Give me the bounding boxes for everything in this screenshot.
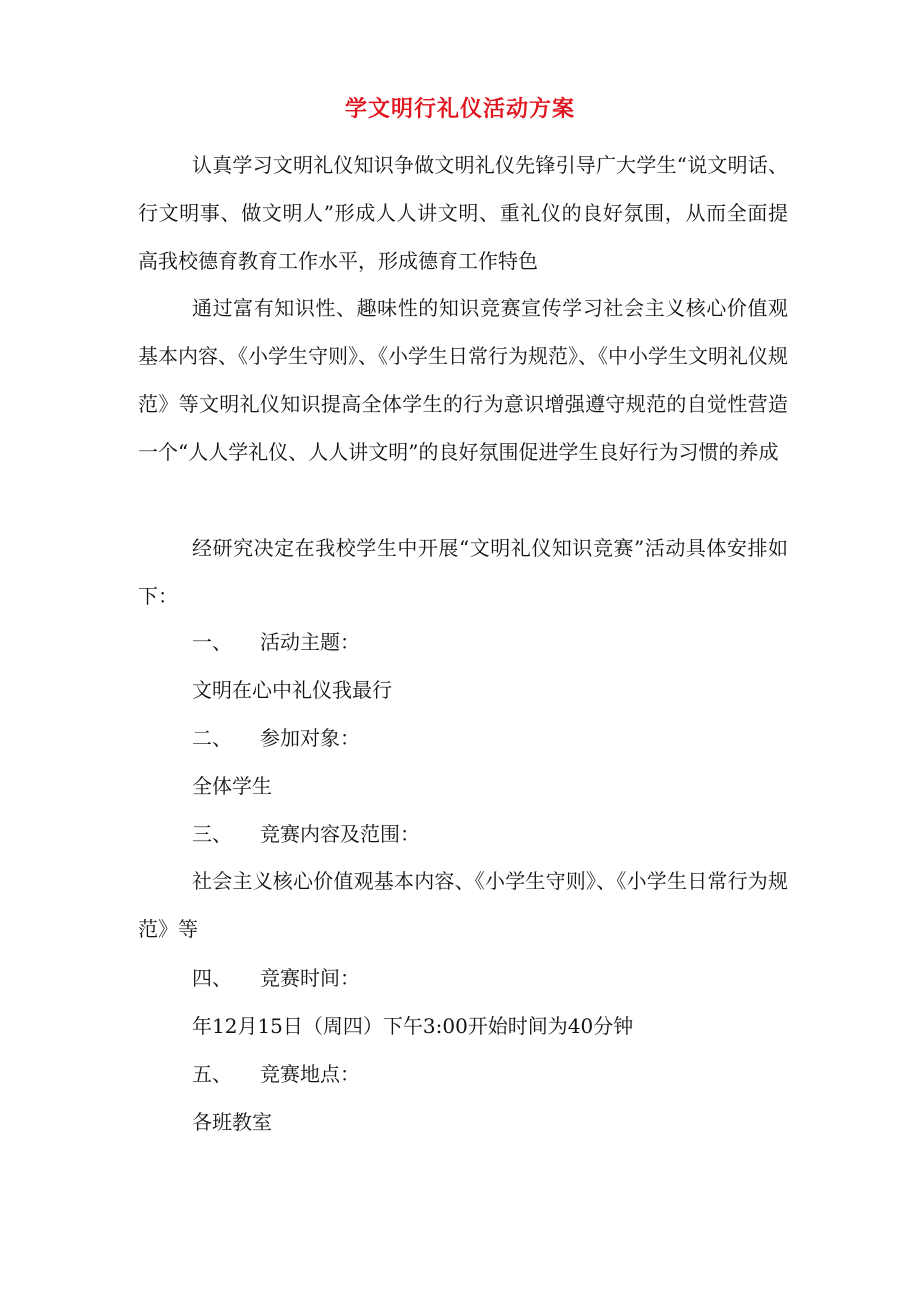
section-2-heading — [192, 723, 360, 753]
section-3-title: 竞赛内容及范围： — [260, 822, 420, 846]
document-title: 学文明行礼仪活动方案 — [344, 96, 575, 122]
section-5-content: 各班教室 — [192, 1110, 272, 1134]
section-1-content: 文明在心中礼仪我最行 — [192, 678, 392, 702]
section-4-heading — [192, 963, 360, 993]
section-3-number: 三、 — [192, 822, 232, 846]
section-1-title: 活动主题： — [260, 630, 360, 654]
section-5-heading — [192, 1059, 360, 1089]
section-3-content: 社会主义核心价值观基本内容、《小学生守则》、《小学生日常行为规范》等 — [138, 869, 788, 941]
section-4-title: 竞赛时间： — [260, 966, 360, 990]
section-1-heading — [192, 627, 360, 657]
intro-paragraph-1: 认真学习文明礼仪知识争做文明礼仪先锋引导广大学生“说文明话、行文明事、做文明人”形成人人讲文明、重礼仪的良好氛围，从而全面提高我校德育教育工作水平，形成德育工作特色 — [138, 153, 788, 273]
section-4-number: 四、 — [192, 966, 232, 990]
section-1-number: 一、 — [192, 630, 232, 654]
intro-paragraph-3: 经研究决定在我校学生中开展“文明礼仪知识竞赛”活动具体安排如下： — [138, 536, 788, 608]
section-2-content: 全体学生 — [192, 774, 272, 798]
section-3-heading — [192, 819, 420, 849]
section-2-title: 参加对象： — [260, 726, 360, 750]
section-5-number: 五、 — [192, 1062, 232, 1086]
section-5-title: 竞赛地点： — [260, 1062, 360, 1086]
section-4-content: 年12月15日（周四）下午3:00开始时间为40分钟 — [192, 1014, 634, 1038]
intro-paragraph-2: 通过富有知识性、趣味性的知识竞赛宣传学习社会主义核心价值观基本内容、《小学生守则》、《小学生日常行为规范》、《中小学生文明礼仪规范》等文明礼仪知识提高全体学生的行为意识增强遵守规范的自觉性营造一个“人人学礼仪、人人讲文明”的良好氛围促进学生良好行为习惯的养成 — [138, 296, 788, 464]
section-2-number: 二、 — [192, 726, 232, 750]
